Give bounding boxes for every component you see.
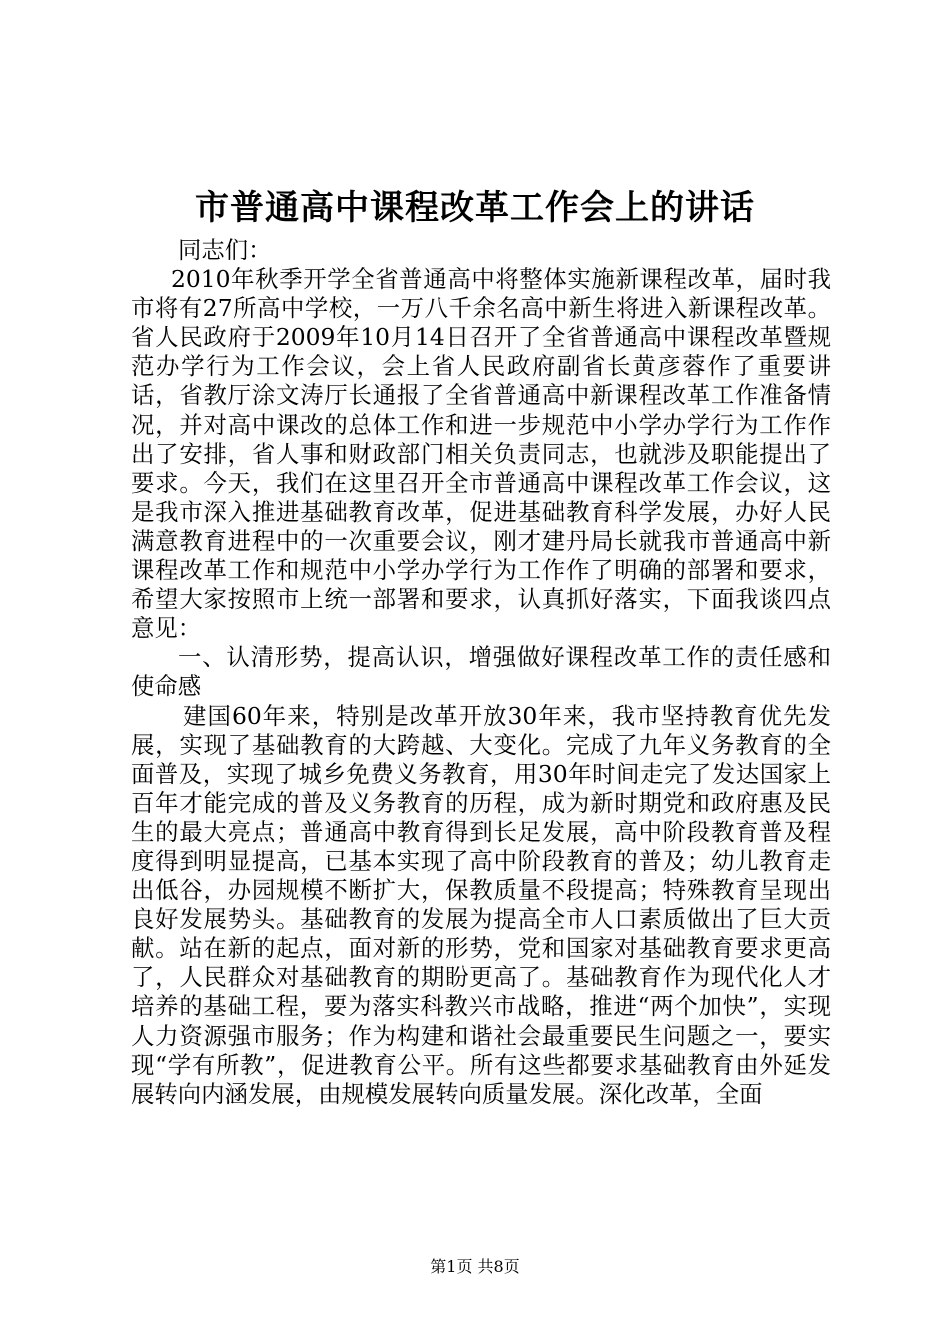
document-body <box>131 236 831 1109</box>
salutation: 同志们： <box>178 236 272 264</box>
paragraph-intro: 2010年秋季开学全省普通高中将整体实施新课程改革，届时我市将有27所高中学校，一万八千余名高中新生将进入新课程改革。省人民政府于2009年10月14日召开了全省普通高中课程改革暨规范办学行为工作会议，会上省人民政府副省长黄彦蓉作了重要讲话，省教厅涂文涛厅长通报了全省普通高中新课程改革工作准备情况，并对高中课改的总体工作和进一步规范中小学办学行为工作作出了安排，省人事和财政部门相关负责同志，也就涉及职能提出了要求。今天，我们在这里召开全市普通高中课程改革工作会议，这是我市深入推进基础教育改革，促进基础教育科学发展，办好人民满意教育进程中的一次重要会议，刚才建丹局长就我市普通高中新课程改革工作和规范中小学办学行为工作作了明确的部署和要求，希望大家按照市上统一部署和要求，认真抓好落实，下面我谈四点意见： <box>131 265 831 643</box>
document-title: 市普通高中课程改革工作会上的讲话 <box>195 188 755 228</box>
page-footer: 第1页 共8页 <box>430 1257 520 1276</box>
paragraph-section-1: 建国60年来，特别是改革开放30年来，我市坚持教育优先发展，实现了基础教育的大跨越、大变化。完成了九年义务教育的全面普及，实现了城乡免费义务教育，用30年时间走完了发达国家上百年才能完成的普及义务教育的历程，成为新时期党和政府惠及民生的最大亮点；普通高中教育得到长足发展，高中阶段教育普及程度得到明显提高，已基本实现了高中阶段教育的普及；幼儿教育走出低谷，办园规模不断扩大，保教质量不段提高；特殊教育呈现出良好发展势头。基础教育的发展为提高全市人口素质做出了巨大贡献。站在新的起点，面对新的形势，党和国家对基础教育要求更高了，人民群众对基础教育的期盼更高了。基础教育作为现代化人才培养的基础工程，要为落实科教兴市战略，推进“两个加快”，实现人力资源强市服务；作为构建和谐社会最重要民生问题之一，要实现“学有所教”，促进教育公平。所有这些都要求基础教育由外延发展转向内涵发展，由规模发展转向质量发展。深化改革，全面 <box>131 701 831 1108</box>
section-heading-1: 一、认清形势，提高认识，增强做好课程改革工作的责任感和使命感 <box>131 643 831 701</box>
